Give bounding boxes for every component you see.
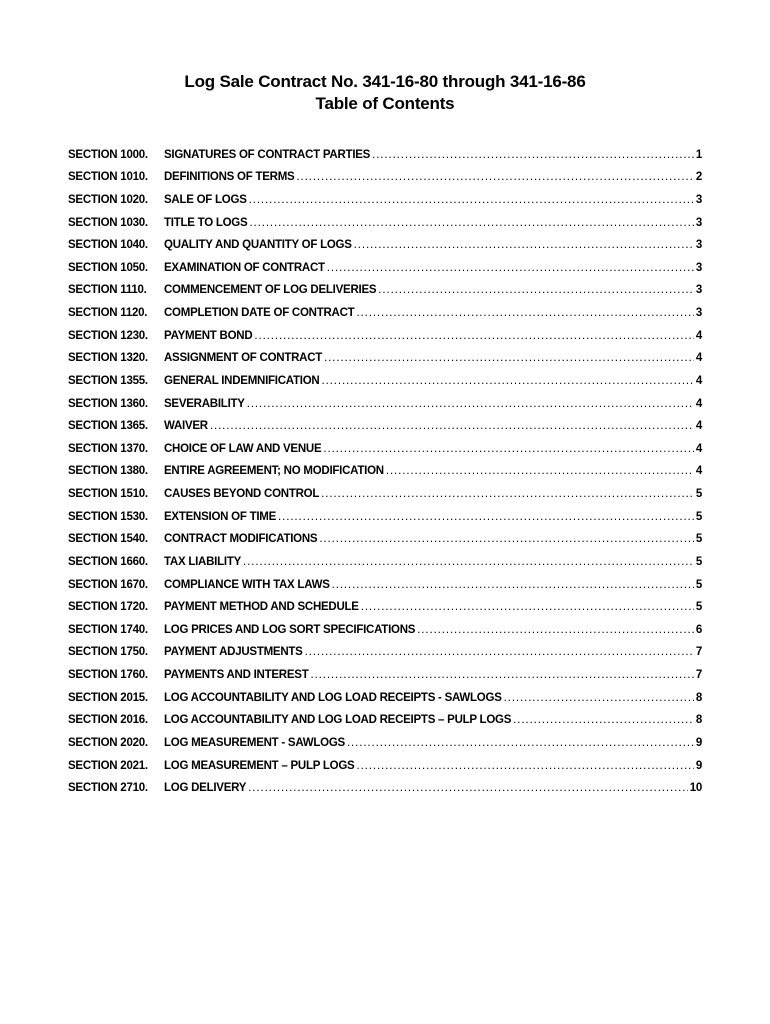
toc-entry[interactable] — [68, 364, 702, 387]
toc-section-title: CAUSES BEYOND CONTROL — [164, 488, 320, 500]
toc-entry[interactable] — [68, 410, 702, 433]
toc-page-number: 3 — [695, 307, 702, 319]
toc-dot-leader — [513, 714, 694, 726]
toc-dot-leader — [386, 465, 694, 477]
toc-section-title: LOG ACCOUNTABILITY AND LOG LOAD RECEIPTS – PULP LOGS — [164, 714, 512, 727]
toc-dot-leader — [356, 760, 693, 772]
toc-section-title: TITLE TO LOGS — [164, 216, 248, 229]
toc-section-title: QUALITY AND QUANTITY OF LOGS — [164, 239, 352, 252]
toc-page-number: 3 — [695, 284, 702, 297]
toc-page-number: 8 — [695, 691, 702, 704]
toc-section-number: SECTION 1530. — [68, 510, 148, 523]
toc-section-title: LOG MEASUREMENT – PULP LOGS — [164, 759, 355, 772]
toc-dot-leader — [327, 262, 694, 274]
toc-section-number: SECTION 2016. — [68, 714, 148, 727]
toc-dot-leader — [321, 488, 694, 500]
toc-dot-leader — [249, 217, 693, 229]
toc-section-number: SECTION 1000. — [68, 148, 148, 161]
toc-dot-leader — [354, 239, 694, 251]
toc-page-number: 4 — [695, 374, 702, 387]
toc-section-title: LOG DELIVERY — [164, 782, 247, 795]
toc-page-number: 1 — [695, 148, 702, 161]
toc-page-number: 3 — [695, 239, 702, 252]
toc-dot-leader — [372, 149, 694, 161]
toc-section-number: SECTION 1740. — [68, 623, 148, 636]
toc-entry[interactable] — [68, 432, 702, 455]
toc-entry[interactable] — [68, 636, 702, 659]
toc-entry[interactable] — [68, 455, 702, 478]
toc-page-number: 7 — [695, 669, 702, 681]
toc-section-number: SECTION 1110. — [68, 284, 147, 297]
toc-page-number: 4 — [695, 465, 702, 478]
toc-section-number: SECTION 2020. — [68, 736, 148, 749]
toc-section-title: SIGNATURES OF CONTRACT PARTIES — [164, 148, 371, 161]
toc-page-number: 5 — [695, 533, 702, 546]
toc-dot-leader — [323, 443, 693, 455]
toc-entry[interactable] — [68, 183, 702, 206]
toc-dot-leader — [332, 579, 694, 591]
toc-entry[interactable] — [68, 138, 702, 161]
toc-entry[interactable] — [68, 251, 702, 274]
toc-section-number: SECTION 1355. — [68, 374, 148, 387]
toc-page-number: 5 — [695, 488, 702, 500]
toc-dot-leader — [254, 330, 693, 342]
toc-section-number: SECTION 1120. — [68, 307, 148, 319]
toc-section-number: SECTION 1365. — [68, 420, 148, 433]
toc-page-number: 4 — [695, 397, 702, 410]
toc-page-number: 6 — [695, 623, 702, 636]
toc-dot-leader — [247, 398, 694, 410]
toc-section-title: DEFINITIONS OF TERMS — [164, 171, 295, 184]
toc-dot-leader — [310, 669, 693, 681]
toc-section-number: SECTION 1720. — [68, 601, 148, 614]
toc-section-number: SECTION 1040. — [68, 239, 148, 252]
toc-dot-leader — [249, 194, 694, 206]
toc-entry[interactable] — [68, 387, 702, 410]
toc-section-number: SECTION 1670. — [68, 578, 148, 591]
toc-dot-leader — [296, 171, 693, 183]
toc-page-number: 5 — [695, 578, 702, 591]
toc-section-title: COMMENCEMENT OF LOG DELIVERIES — [164, 284, 377, 297]
toc-page-number: 4 — [695, 352, 702, 365]
toc-page-number: 4 — [695, 442, 702, 455]
toc-entry[interactable] — [68, 749, 702, 772]
toc-page-number: 5 — [695, 555, 702, 568]
toc-entry[interactable] — [68, 772, 702, 795]
toc-entry[interactable] — [68, 274, 702, 297]
toc-dot-leader — [356, 307, 693, 319]
toc-entry[interactable] — [68, 704, 702, 727]
toc-section-number: SECTION 1010. — [68, 171, 148, 184]
toc-page-number: 9 — [695, 759, 702, 772]
toc-section-title: PAYMENT METHOD AND SCHEDULE — [164, 601, 359, 614]
toc-entry[interactable] — [68, 206, 702, 229]
toc-dot-leader — [248, 782, 688, 794]
toc-page-number: 3 — [695, 216, 702, 229]
toc-entry[interactable] — [68, 568, 702, 591]
toc-section-number: SECTION 1230. — [68, 329, 148, 342]
toc-section-title: ENTIRE AGREEMENT; NO MODIFICATION — [164, 465, 384, 478]
toc-section-number: SECTION 1030. — [68, 216, 148, 229]
toc-section-number: SECTION 1750. — [68, 646, 148, 659]
toc-dot-leader — [347, 737, 694, 749]
toc-section-number: SECTION 1380. — [68, 465, 148, 478]
toc-section-title: EXAMINATION OF CONTRACT — [164, 261, 325, 274]
toc-section-title: ASSIGNMENT OF CONTRACT — [164, 352, 323, 365]
toc-entry[interactable] — [68, 229, 702, 252]
toc-dot-leader — [361, 601, 694, 613]
toc-section-title: COMPLIANCE WITH TAX LAWS — [164, 578, 330, 591]
toc-page-number: 5 — [695, 601, 702, 614]
toc-page-number: 3 — [695, 193, 702, 206]
toc-page-number: 3 — [695, 261, 702, 274]
toc-section-number: SECTION 1360. — [68, 397, 148, 410]
toc-entry[interactable] — [68, 342, 702, 365]
toc-section-number: SECTION 1540. — [68, 533, 148, 546]
toc-section-title: GENERAL INDEMNIFICATION — [164, 374, 320, 387]
toc-dot-leader — [417, 624, 694, 636]
toc-dot-leader — [378, 284, 694, 296]
toc-section-number: SECTION 1020. — [68, 193, 148, 206]
toc-section-number: SECTION 2021. — [68, 759, 148, 772]
toc-entry[interactable] — [68, 319, 702, 342]
toc-section-title: SALE OF LOGS — [164, 193, 247, 206]
toc-section-title: LOG MEASUREMENT - SAWLOGS — [164, 736, 345, 749]
toc-section-number: SECTION 1370. — [68, 442, 148, 455]
toc-section-title: EXTENSION OF TIME — [164, 510, 277, 523]
toc-section-number: SECTION 1510. — [68, 488, 148, 500]
toc-dot-leader — [243, 556, 694, 568]
toc-page-number: 8 — [695, 714, 702, 727]
toc-entry[interactable] — [68, 161, 702, 184]
toc-entry[interactable] — [68, 591, 702, 614]
toc-page-number: 10 — [689, 782, 702, 795]
toc-section-number: SECTION 1320. — [68, 352, 148, 365]
toc-entry[interactable] — [68, 545, 702, 568]
toc-page-number: 4 — [695, 329, 702, 342]
toc-dot-leader — [278, 511, 694, 523]
toc-section-title: PAYMENT ADJUSTMENTS — [164, 646, 303, 659]
toc-dot-leader — [504, 692, 694, 704]
toc-section-number: SECTION 1760. — [68, 669, 148, 681]
toc-section-number: SECTION 2710. — [68, 782, 148, 795]
toc-dot-leader — [324, 352, 694, 364]
toc-section-number: SECTION 2015. — [68, 691, 148, 704]
toc-entry[interactable] — [68, 523, 702, 546]
toc-section-number: SECTION 1660. — [68, 555, 148, 568]
toc-page-number: 2 — [695, 171, 702, 184]
toc-page-number: 7 — [695, 646, 702, 659]
toc-page-number: 4 — [695, 420, 702, 433]
toc-section-title: TAX LIABILITY — [164, 555, 242, 568]
toc-page-number: 9 — [695, 736, 702, 749]
toc-dot-leader — [210, 420, 694, 432]
toc-entry[interactable] — [68, 477, 702, 500]
toc-entry[interactable] — [68, 681, 702, 704]
toc-section-title: LOG ACCOUNTABILITY AND LOG LOAD RECEIPTS - SAWLOGS — [164, 691, 502, 704]
table-of-contents — [68, 138, 702, 794]
toc-entry[interactable] — [68, 500, 702, 523]
toc-dot-leader — [319, 533, 693, 545]
toc-section-title: WAIVER — [164, 420, 208, 433]
toc-dot-leader — [321, 375, 693, 387]
toc-section-title: COMPLETION DATE OF CONTRACT — [164, 307, 355, 319]
toc-page-number: 5 — [695, 510, 702, 523]
toc-entry[interactable] — [68, 726, 702, 749]
toc-section-number: SECTION 1050. — [68, 261, 148, 274]
document-title: Log Sale Contract No. 341-16-80 through 341-16-86 — [184, 72, 586, 91]
toc-dot-leader — [305, 646, 694, 658]
toc-entry[interactable] — [68, 658, 702, 681]
toc-section-title: SEVERABILITY — [164, 397, 245, 410]
toc-section-title: PAYMENT BOND — [164, 329, 253, 342]
toc-section-title: CHOICE OF LAW AND VENUE — [164, 442, 322, 455]
toc-section-title: PAYMENTS AND INTEREST — [164, 669, 309, 681]
toc-section-title: LOG PRICES AND LOG SORT SPECIFICATIONS — [164, 623, 416, 636]
toc-entry[interactable] — [68, 613, 702, 636]
document-subtitle: Table of Contents — [315, 94, 455, 113]
toc-entry[interactable] — [68, 296, 702, 319]
toc-section-title: CONTRACT MODIFICATIONS — [164, 533, 318, 546]
